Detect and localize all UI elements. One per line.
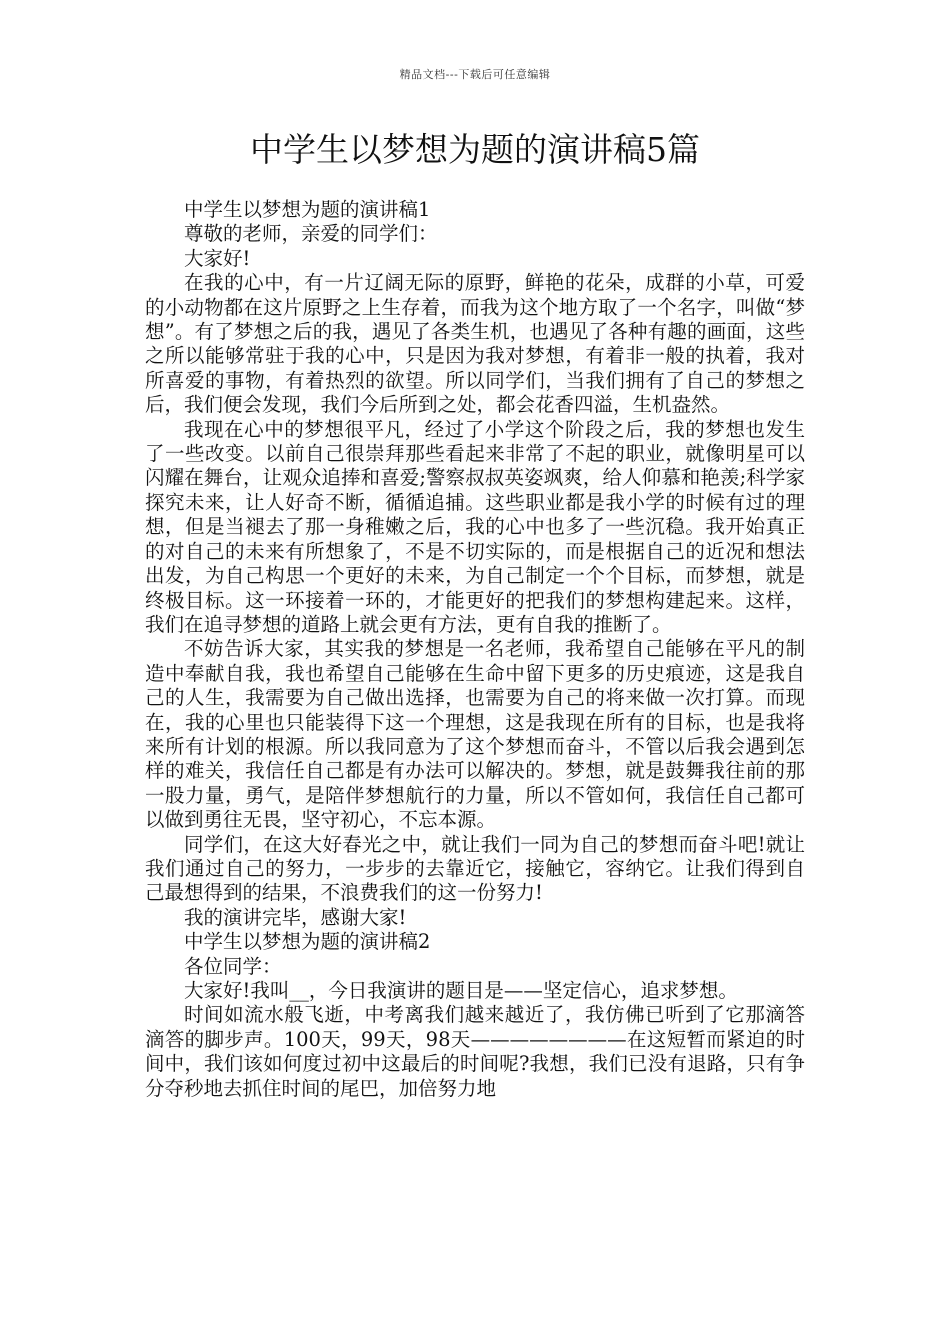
salutation: 尊敬的老师，亲爱的同学们： [184,222,438,246]
body-paragraph: 在我的心中，有一片辽阔无际的原野，鲜艳的花朵，成群的小草，可爱的小动物都在这片原野之上生存着，而我为这个地方取了一个名字，叫做“梦想”。有了梦想之后的我，遇见了各类生机，也遇见了各种有趣的画面，这些之所以能够常驻于我的心中，只是因为我对梦想，有着非一般的执着，我对所喜爱的事物，有着热烈的欲望。所以同学们，当我们拥有了自己的梦想之后，我们便会发现，我们今后所到之处，都会花香四溢，生机盎然。 [145,271,805,417]
body-paragraph: 我现在心中的梦想很平凡，经过了小学这个阶段之后，我的梦想也发生了一些改变。以前自己很崇拜那些看起来非常了不起的职业，就像明星可以闪耀在舞台，让观众追捧和喜爱;警察叔叔英姿飒爽，给人仰慕和艳羡;科学家探究未来，让人好奇不断，循循追捕。这些职业都是我小学的时候有过的理想，但是当褪去了那一身稚嫩之后，我的心中也多了一些沉稳。我开始真正的对自己的未来有所想象了，不是不切实际的，而是根据自己的近况和想法出发，为自己构思一个更好的未来，为自己制定一个个目标，而梦想，就是终极目标。这一环接着一环的，才能更好的把我们的梦想构建起来。这样，我们在追寻梦想的道路上就会更有方法，更有自我的推断了。 [145,417,805,636]
salutation: 各位同学： [184,954,282,978]
body-paragraph: 不妨告诉大家，其实我的梦想是一名老师，我希望自己能够在平凡的制造中奉献自我，我也希望自己能够在生命中留下更多的历史痕迹，这是我自己的人生，我需要为自己做出选择，也需要为自己的将来做一次打算。而现在，我的心里也只能装得下这一个理想，这是我现在所有的目标，也是我将来所有计划的根源。所以我同意为了这个梦想而奋斗，不管以后我会遇到怎样的难关，我信任自己都是有办法可以解决的。梦想，就是鼓舞我往前的那一股力量，勇气，是陪伴梦想航行的力量，所以不管如何，我信任自己都可以做到勇往无畏，坚守初心，不忘本源。 [145,637,805,832]
header-note: 精品文档---下载后可任意编辑 [399,68,551,81]
section-heading: 中学生以梦想为题的演讲稿1 [184,198,431,221]
closing-line: 我的演讲完毕，感谢大家! [184,905,407,929]
body-paragraph: 时间如流水般飞逝，中考离我们越来越近了，我仿佛已听到了它那滴答滴答的脚步声。100天，99天，98天————————在这短暂而紧迫的时间中，我们该如何度过初中这最后的时间呢?我想，我们已没有退路，只有争分夺秒地去抓住时间的尾巴，加倍努力地 [145,1003,805,1100]
greeting: 大家好! [184,246,251,270]
document-title: 中学生以梦想为题的演讲稿5篇 [250,130,700,169]
section-heading: 中学生以梦想为题的演讲稿2 [184,930,431,954]
greeting: 大家好!我叫__，今日我演讲的题目是——坚定信心，追求梦想。 [184,979,738,1002]
document-body [145,198,805,1101]
body-paragraph: 同学们，在这大好春光之中，就让我们一同为自己的梦想而奋斗吧!就让我们通过自己的努力，一步步的去靠近它，接触它，容纳它。让我们得到自己最想得到的结果，不浪费我们的这一份努力! [145,832,805,905]
